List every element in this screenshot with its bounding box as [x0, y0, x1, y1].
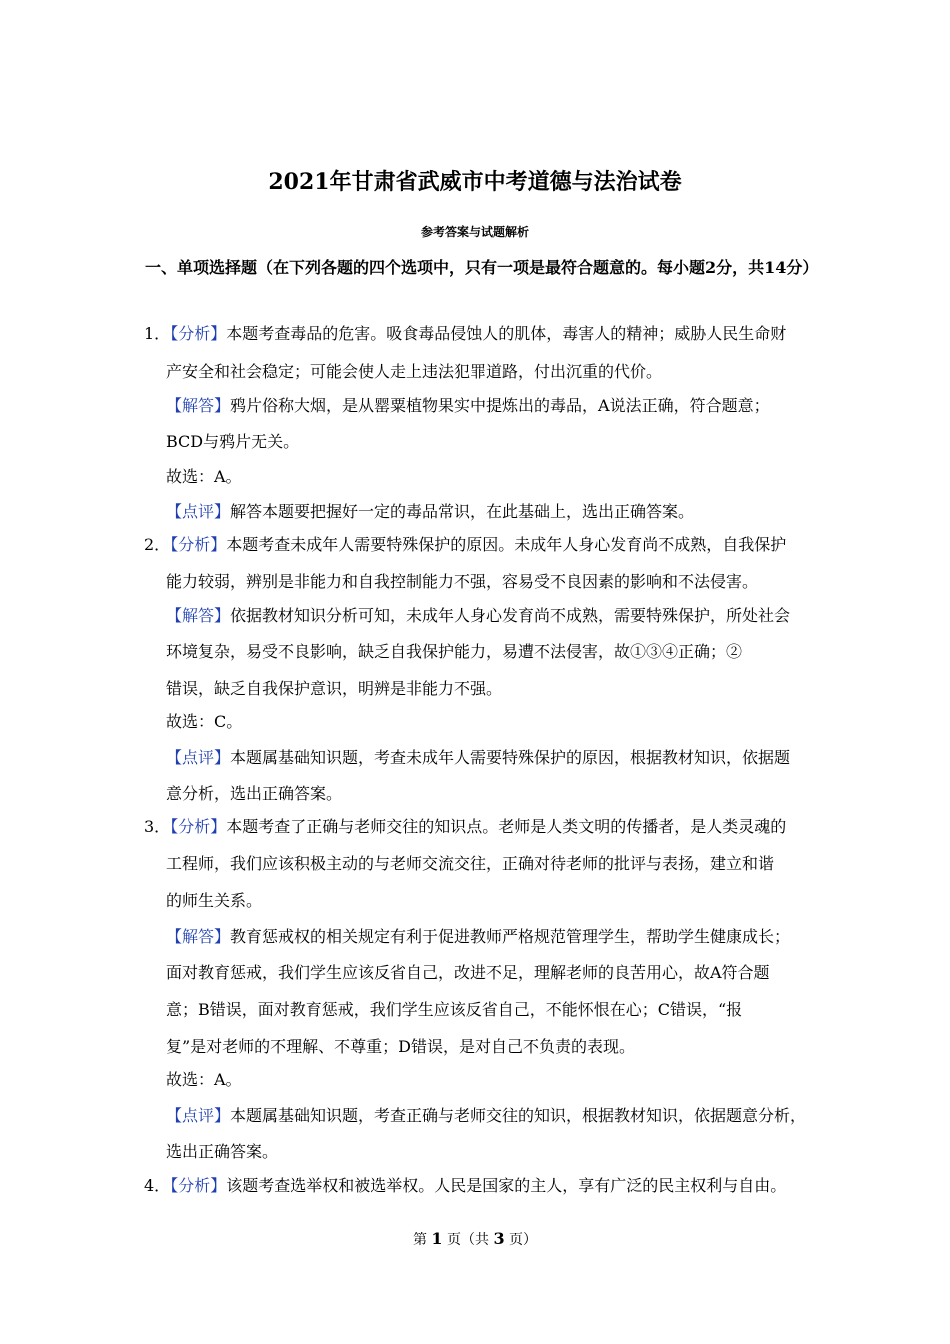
question-3-choice: 故选：A。	[166, 1070, 242, 1089]
page-title: 2021年甘肃省武威市中考道德与法治试卷	[268, 169, 682, 195]
analysis-text: 本题考查了正确与老师交往的知识点。老师是人类文明的传播者，是人类灵魂的	[226, 817, 787, 836]
answer-text-continued: 环境复杂，易受不良影响，缺乏自我保护能力，易遭不法侵害，故①③④正确；②	[166, 642, 743, 661]
question-2-choice: 故选：C。	[166, 712, 243, 731]
analysis-tag: 【分析】	[170, 1176, 227, 1195]
answer-text-continued: 意；B错误，面对教育惩戒，我们学生应该反省自己，不能怀恨在心；C错误，“报	[166, 1000, 743, 1019]
answer-text: 依据教材知识分析可知，未成年人身心发育尚不成熟，需要特殊保护，所处社会	[230, 606, 791, 625]
question-1-analysis	[144, 322, 786, 346]
footer-prefix: 第	[412, 1232, 427, 1248]
analysis-tag: 【分析】	[170, 324, 227, 343]
comment-text-continued: 选出正确答案。	[166, 1142, 279, 1161]
answer-text-continued: 面对教育惩戒，我们学生应该反省自己，改进不足，理解老师的良苦用心，故A符合题	[166, 963, 770, 982]
answer-text: 鸦片俗称大烟，是从罂粟植物果实中提炼出的毒品，A说法正确，符合题意；	[230, 396, 770, 415]
analysis-tag: 【分析】	[170, 817, 227, 836]
question-number: 4．	[144, 1176, 171, 1195]
question-number: 3．	[144, 817, 171, 836]
question-4-analysis	[144, 1174, 786, 1198]
question-1-choice: 故选：A。	[166, 467, 242, 486]
comment-text: 本题属基础知识题，考查未成年人需要特殊保护的原因，根据教材知识，依据题	[230, 748, 791, 767]
footer-page-number: 1	[431, 1229, 443, 1248]
analysis-text-continued: 工程师，我们应该积极主动的与老师交流交往，正确对待老师的批评与表扬，建立和谐	[166, 854, 775, 873]
comment-tag: 【点评】	[166, 1106, 231, 1125]
section-heading: 一、单项选择题（在下列各题的四个选项中，只有一项是最符合题意的。每小题2分，共14分）	[145, 258, 819, 277]
footer-total-pages: 3	[493, 1229, 505, 1248]
analysis-text-continued: 产安全和社会稳定；可能会使人走上违法犯罪道路，付出沉重的代价。	[166, 362, 663, 381]
footer-middle: 页（共	[447, 1232, 489, 1248]
comment-tag: 【点评】	[166, 748, 231, 767]
comment-text-continued: 意分析，选出正确答案。	[166, 784, 343, 803]
analysis-tag: 【分析】	[170, 535, 227, 554]
analysis-text-continued: 的师生关系。	[166, 891, 263, 910]
analysis-text-continued: 能力较弱，辨别是非能力和自我控制能力不强，容易受不良因素的影响和不法侵害。	[166, 572, 759, 591]
answer-text: 教育惩戒权的相关规定有利于促进教师严格规范管理学生，帮助学生健康成长；	[230, 927, 791, 946]
footer-suffix: 页）	[509, 1232, 538, 1248]
answer-tag: 【解答】	[166, 606, 231, 625]
question-3-analysis	[144, 815, 786, 839]
question-2-comment	[166, 746, 790, 770]
analysis-text: 该题考查选举权和被选举权。人民是国家的主人，享有广泛的民主权利与自由。	[226, 1176, 787, 1195]
answer-text-continued: BCD与鸦片无关。	[166, 432, 300, 451]
analysis-text: 本题考查未成年人需要特殊保护的原因。未成年人身心发育尚不成熟，自我保护	[226, 535, 787, 554]
question-number: 1．	[144, 324, 171, 343]
question-2-analysis	[144, 533, 786, 557]
question-3-answer	[166, 925, 790, 949]
page-subtitle: 参考答案与试题解析	[420, 225, 529, 239]
comment-text: 解答本题要把握好一定的毒品常识，在此基础上，选出正确答案。	[230, 502, 695, 521]
comment-tag: 【点评】	[166, 502, 231, 521]
page-footer	[0, 1228, 950, 1251]
answer-tag: 【解答】	[166, 396, 231, 415]
question-1-answer	[166, 394, 770, 418]
comment-text: 本题属基础知识题，考查正确与老师交往的知识，根据教材知识，依据题意分析，	[230, 1106, 807, 1125]
answer-text-continued: 复”是对老师的不理解、不尊重；D错误，是对自己不负责的表现。	[166, 1037, 636, 1056]
analysis-text: 本题考查毒品的危害。吸食毒品侵蚀人的肌体，毒害人的精神；威胁人民生命财	[226, 324, 787, 343]
question-3-comment	[166, 1104, 806, 1128]
question-2-answer	[166, 604, 790, 628]
answer-tag: 【解答】	[166, 927, 231, 946]
answer-text-continued: 错误，缺乏自我保护意识，明辨是非能力不强。	[166, 679, 503, 698]
question-number: 2．	[144, 535, 171, 554]
question-1-comment	[166, 500, 694, 524]
